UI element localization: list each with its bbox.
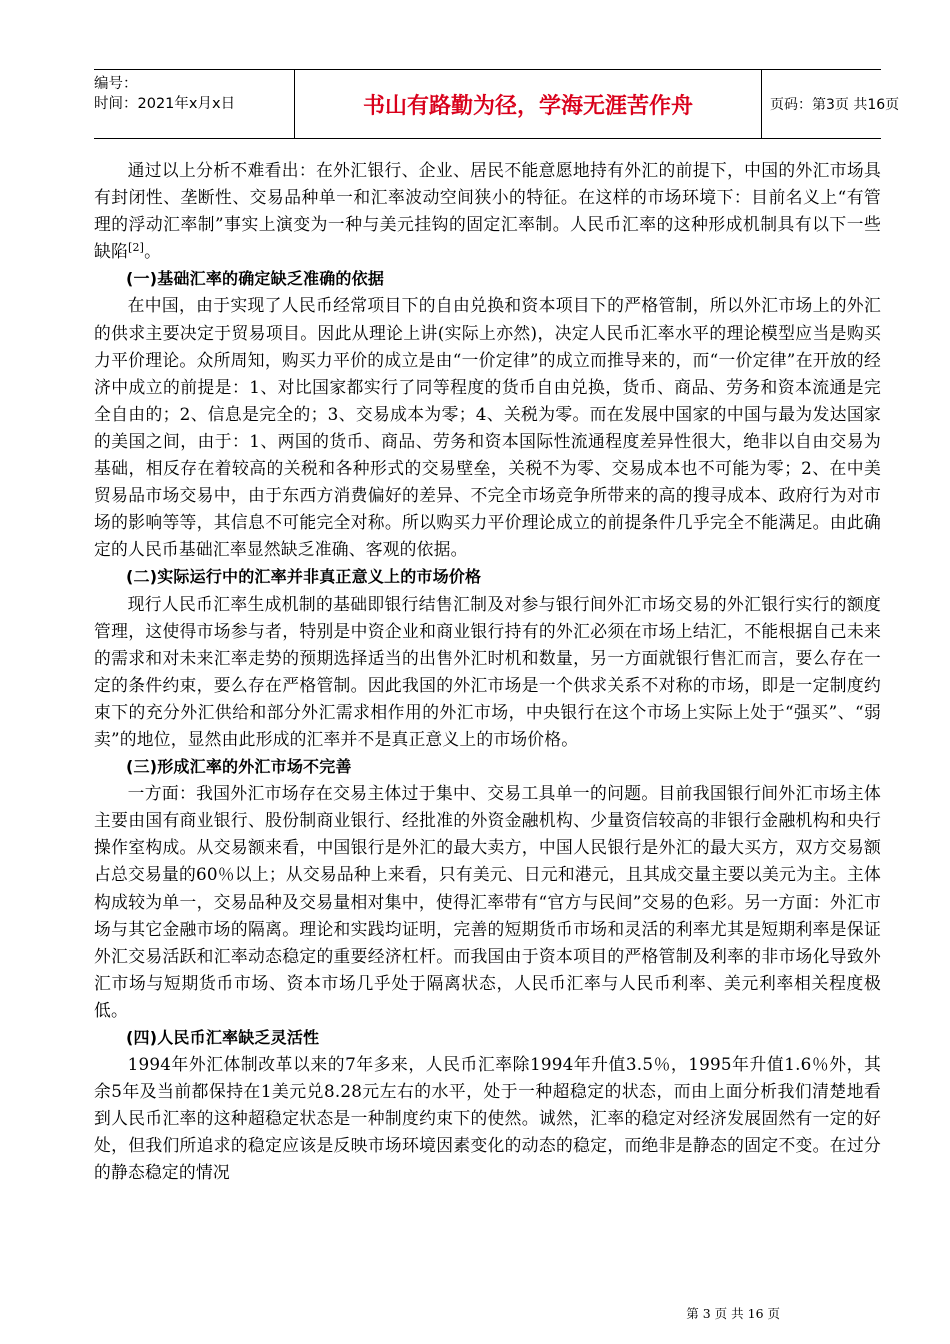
citation-reference: [2] — [127, 241, 145, 255]
section-heading-1: (一)基础汇率的确定缺乏准确的依据 — [126, 269, 385, 289]
paragraph-intro-end: 。 — [144, 241, 162, 262]
paragraph-intro — [94, 157, 881, 265]
section-heading-2: (二)实际运行中的汇率并非真正意义上的市场价格 — [126, 567, 482, 587]
paragraph-section-2: 现行人民币汇率生成机制的基础即银行结售汇制及对参与银行间外汇市场交易的外汇银行实行的额度管理，这使得市场参与者，特别是中资企业和商业银行持有的外汇必须在市场上结汇，不能根据自己未来的需求和对未来汇率走势的预期选择适当的出售外汇时机和数量，另一方面就银行售汇而言，要么存在一定的条件约束，要么存在严格管制。因此我国的外汇市场是一个供求关系不对称的市场，即是一定制度约束下的充分外汇供给和部分外汇需求相作用的外汇市场，中央银行在这个市场上实际上处于“强买”、“弱卖”的地位，显然由此形成的汇率并不是真正意义上的市场价格。 — [94, 593, 881, 749]
page-footer-number: 第 3 页 共 16 页 — [686, 1306, 780, 1321]
paragraph-section-3: 一方面：我国外汇市场存在交易主体过于集中、交易工具单一的问题。目前我国银行间外汇市场主体主要由国有商业银行、股份制商业银行、经批准的外资金融机构、少量资信较高的非银行金融机构和央行操作室构成。从交易额来看，中国银行是外汇的最大卖方，中国人民银行是外汇的最大买方，双方交易额占总交易量的60％以上；从交易品种上来看，只有美元、日元和港元，且其成交量主要以美元为主。主体构成较为单一，交易品种及交易量相对集中，使得汇率带有“官方与民间”交易的色彩。另一方面：外汇市场与其它金融市场的隔离。理论和实践均证明，完善的短期货币市场和灵活的利率尤其是短期利率是保证外汇交易活跃和汇率动态稳定的重要经济杠杆。而我国由于资本项目的严格管制及利率的非市场化导致外汇市场与短期货币市场、资本市场几乎处于隔离状态，人民币汇率与人民币利率、美元利率相关程度极低。 — [94, 783, 881, 1020]
section-heading-4: (四)人民币汇率缺乏灵活性 — [126, 1028, 320, 1047]
header-meta — [94, 70, 294, 138]
page-header — [94, 69, 900, 139]
document-number-label: 编号： — [94, 76, 138, 92]
section-heading-3: (三)形成汇率的外汇市场不完善 — [126, 757, 352, 777]
header-page-indicator: 页码：第3页 共16页 — [770, 97, 900, 113]
document-body — [94, 157, 881, 1187]
paragraph-section-1: 在中国，由于实现了人民币经常项目下的自由兑换和资本项目下的严格管制，所以外汇市场上的外汇的供求主要决定于贸易项目。因此从理论上讲(实际上亦然)，决定人民币汇率水平的理论模型应当是购买力平价理论。众所周知，购买力平价的成立是由“一价定律”的成立而推导来的，而“一价定律”在开放的经济中成立的前提是：1、对比国家都实行了同等程度的货币自由兑换，货币、商品、劳务和资本流通是完全自由的；2、信息是完全的；3、交易成本为零；4、关税为零。而在发展中国家的中国与最为发达国家的美国之间，由于：1、两国的货币、商品、劳务和资本国际性流通程度差异性很大，绝非以自由交易为基础，相反存在着较高的关税和各种形式的交易壁垒，关税不为零、交易成本也不可能为零；2、在中美贸易品市场交易中，由于东西方消费偏好的差异、不完全市场竞争所带来的高的搜寻成本、政府行为对市场的影响等等，其信息不可能完全对称。所以购买力平价理论成立的前提条件几乎完全不能满足。由此确定的人民币基础汇率显然缺乏准确、客观的依据。 — [94, 295, 881, 560]
document-date-label: 时间：2021年x月x日 — [94, 96, 236, 112]
paragraph-intro-text: 通过以上分析不难看出：在外汇银行、企业、居民不能意愿地持有外汇的前提下，中国的外汇市场具有封闭性、垄断性、交易品种单一和汇率波动空间狭小的特征。在这样的市场环境下：目前名义上“有管理的浮动汇率制”事实上演变为一种与美元挂钩的固定汇率制。人民币汇率的这种形成机制具有以下一些缺陷 — [94, 160, 881, 262]
paragraph-section-4: 1994年外汇体制改革以来的7年多来，人民币汇率除1994年升值3.5％，1995年升值1.6％外，其余5年及当前都保持在1美元兑8.28元左右的水平，处于一种超稳定的状态，而由上面分析我们清楚地看到人民币汇率的这种超稳定状态是一种制度约束下的使然。诚然，汇率的稳定对经济发展固然有一定的好处，但我们所追求的稳定应该是反映市场环境因素变化的动态的稳定，而绝非是静态的固定不变。在过分的静态稳定的情况 — [94, 1054, 881, 1183]
header-motto: 书山有路勤为径，学海无涯苦作舟 — [294, 70, 762, 138]
